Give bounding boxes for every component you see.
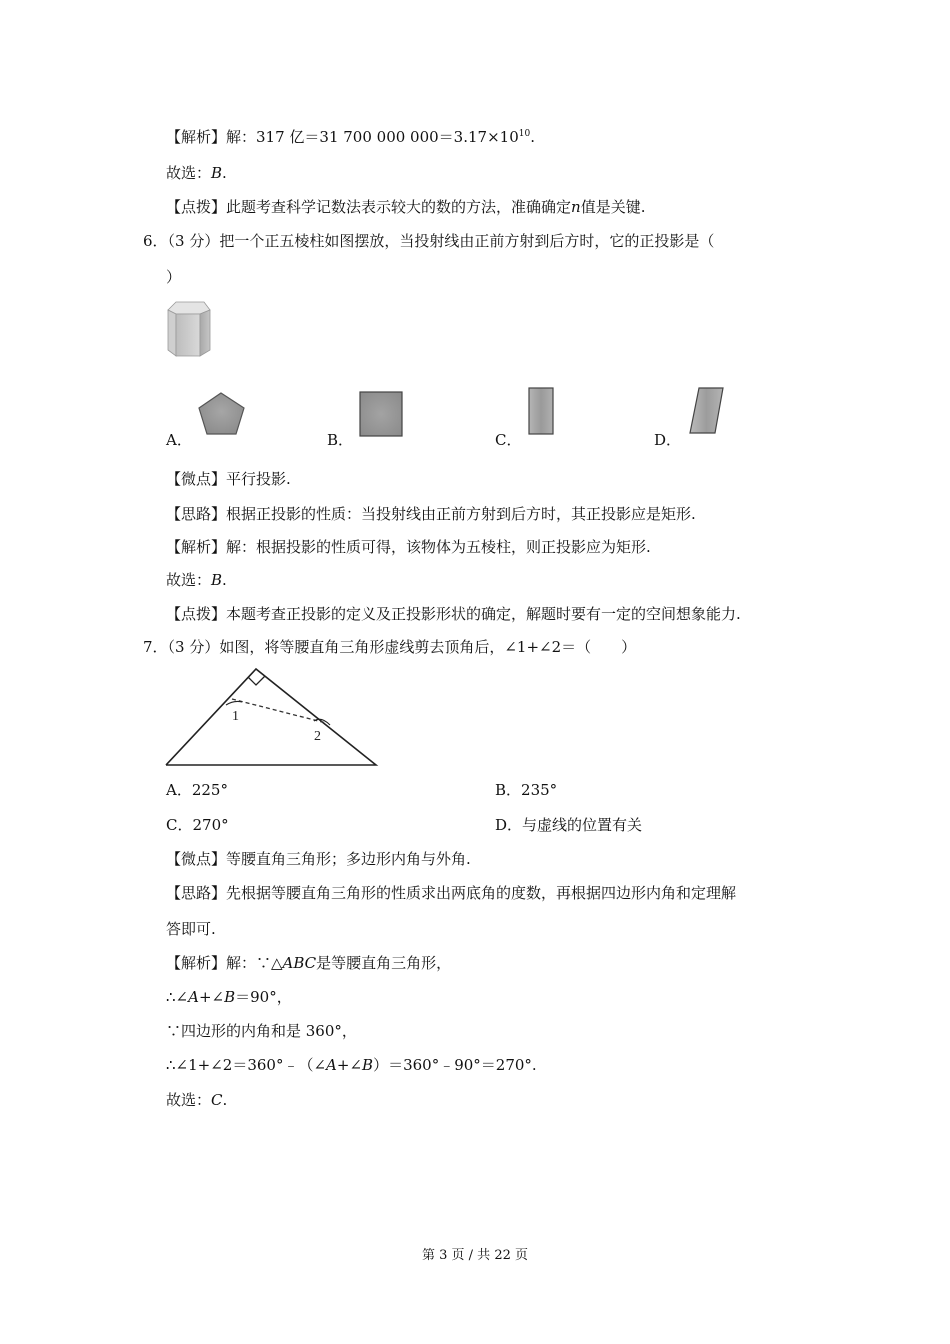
dashed-cut-line [232, 699, 326, 723]
angle-2-label: 2 [314, 729, 321, 744]
q5-analysis-text: 【解析】解：317 亿＝31 700 000 000＝3.17×10 [166, 128, 519, 146]
q7-option-b-text: 235° [521, 781, 558, 799]
q7-option-c-label: C． [166, 816, 193, 834]
q6-tip: 【点拨】本题考查正投影的定义及正投影形状的确定，解题时要有一定的空间想象能力. [166, 605, 741, 623]
q6-analysis: 【解析】解：根据投影的性质可得，该物体为五棱柱，则正投影应为矩形. [166, 538, 651, 556]
isosceles-triangle-figure [164, 666, 380, 768]
q6-option-a-label: A． [166, 431, 192, 449]
q7-step3-a: ∴∠1+∠2＝360°﹣（∠ [166, 1056, 327, 1074]
pentagon-shape-icon [197, 391, 247, 437]
q5-tip [166, 197, 645, 217]
q7-step3-var-a: A [326, 1056, 337, 1074]
q7-step1-c: ＝90°， [235, 988, 292, 1006]
q7-option-a-text: 225° [191, 781, 228, 799]
q5-answer [166, 163, 227, 183]
q7-option-c [166, 815, 229, 835]
tall-rectangle-shape-icon [528, 387, 554, 435]
q6-stem-line2: ） [166, 268, 182, 286]
q7-option-a [166, 780, 228, 800]
q7-step3 [166, 1055, 537, 1075]
q7-step3-b: +∠ [336, 1056, 363, 1074]
q6-idea: 【思路】根据正投影的性质：当投射线由正前方射到后方时，其正投影应是矩形. [166, 505, 696, 523]
q6-option-d-label: D． [654, 431, 682, 449]
q5-answer-prefix: 故选： [166, 164, 212, 182]
right-angle-mark [248, 676, 265, 685]
q7-step2: ∵四边形的内角和是 360°， [166, 1022, 357, 1040]
q5-answer-period: . [222, 164, 227, 182]
page-footer: 第 3 页 / 共 22 页 [422, 1248, 528, 1263]
q7-step3-c: ）＝360°﹣90°＝270°. [373, 1056, 537, 1074]
triangle-outline [166, 669, 376, 765]
q7-step3-var-b: B [362, 1056, 374, 1074]
q5-analysis-period: . [530, 128, 535, 146]
parallelogram-shape-icon [688, 387, 726, 435]
q5-tip-text-end: 值是关键. [580, 198, 646, 216]
q6-stem-line1: 6．（3 分）把一个正五棱柱如图摆放，当投射线由正前方射到后方时，它的正投影是（ [143, 232, 715, 250]
q7-option-d-label: D． [495, 816, 523, 834]
q7-answer-letter: C [211, 1091, 223, 1109]
q7-analysis-suffix: 是等腰直角三角形， [316, 954, 452, 972]
angle-1-arc [226, 701, 242, 705]
q7-answer-prefix: 故选： [166, 1091, 212, 1109]
q7-option-d-text: 与虚线的位置有关 [522, 816, 643, 834]
q6-option-b-label: B． [327, 431, 354, 449]
pentagonal-prism-figure [166, 300, 214, 358]
q7-answer [166, 1090, 227, 1110]
q7-step1-b: +∠ [198, 988, 225, 1006]
q7-idea-line2: 答即可. [166, 920, 216, 938]
square-shape-icon [359, 391, 403, 437]
q7-step1-var-a: A [188, 988, 199, 1006]
q7-option-b-label: B． [495, 781, 522, 799]
q7-option-c-text: 270° [192, 816, 229, 834]
q6-option-c-label: C． [495, 431, 522, 449]
q7-option-a-label: A． [166, 781, 192, 799]
q7-stem: 7．（3 分）如图，将等腰直角三角形虚线剪去顶角后，∠1+∠2＝（ ） [143, 638, 637, 656]
q7-analysis-prefix: 【解析】解：∵△ [166, 954, 283, 972]
q7-step1-var-b: B [224, 988, 236, 1006]
q6-answer-letter: B [211, 571, 223, 589]
q7-knowledge: 【微点】等腰直角三角形；多边形内角与外角. [166, 850, 471, 868]
q7-idea-line1: 【思路】先根据等腰直角三角形的性质求出两底角的度数，再根据四边形内角和定理解 [166, 884, 737, 902]
q5-tip-variable: n [571, 198, 581, 216]
q5-analysis-exponent: 10 [518, 129, 531, 139]
q6-knowledge: 【微点】平行投影. [166, 470, 291, 488]
q6-answer-period: . [222, 571, 227, 589]
q7-step1-a: ∴∠ [166, 988, 189, 1006]
q7-option-b [495, 780, 557, 800]
q7-answer-period: . [222, 1091, 228, 1109]
q7-step1 [166, 987, 292, 1007]
q7-analysis [166, 953, 451, 973]
q6-answer-prefix: 故选： [166, 571, 212, 589]
q5-tip-text: 【点拨】此题考查科学记数法表示较大的数的方法，准确确定 [166, 198, 572, 216]
q5-answer-letter: B [211, 164, 223, 182]
q5-analysis [166, 127, 535, 147]
q7-analysis-variable: ABC [282, 954, 317, 972]
angle-1-label: 1 [232, 709, 239, 724]
q6-answer [166, 570, 227, 590]
q7-option-d [495, 815, 642, 835]
